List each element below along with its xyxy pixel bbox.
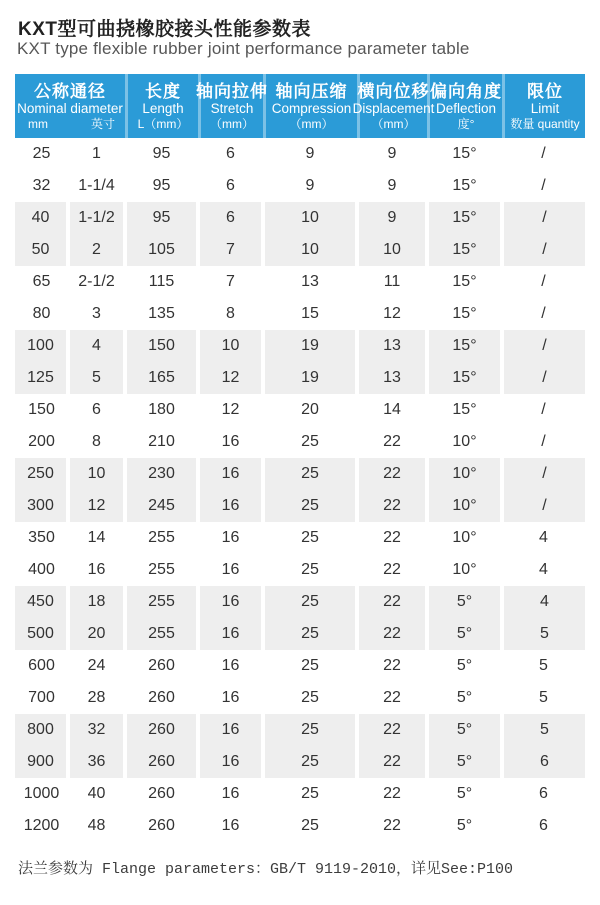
table-cell: 3 [92, 305, 101, 322]
table-header-cell-nominal-diameter [15, 74, 125, 138]
header-label-en: Deflection [435, 100, 497, 116]
table-cell: 260 [148, 689, 175, 706]
table-cell: 25 [301, 561, 319, 578]
table-cell: 13 [301, 273, 319, 290]
table-cell: 48 [87, 817, 106, 834]
table-cell: 65 [32, 273, 51, 290]
table-cell: 95 [125, 202, 198, 234]
table-cell: 400 [28, 561, 55, 578]
table-cell: 5 [68, 362, 125, 394]
table-cell: 22 [383, 657, 401, 674]
header-label-en: Nominal diameter [17, 100, 123, 116]
table-cell: 9 [357, 202, 427, 234]
table-cell: 255 [125, 618, 198, 650]
table-cell: 100 [15, 330, 68, 362]
table-row [15, 618, 585, 650]
table-cell: 24 [87, 657, 106, 674]
table-row [15, 714, 585, 746]
table-row [15, 234, 585, 266]
table-row [15, 586, 585, 618]
table-cell: 10 [357, 234, 427, 266]
table-header-row [15, 74, 585, 138]
table-cell: / [502, 362, 585, 394]
table-cell: 2 [68, 234, 125, 266]
table-cell: 16 [198, 586, 263, 618]
table-cell: 16 [221, 433, 240, 450]
table-cell: 4 [502, 586, 585, 618]
table-cell: 16 [198, 618, 263, 650]
table-cell: 15° [452, 273, 477, 290]
table-cell: 10° [427, 458, 502, 490]
table-cell: 10° [452, 433, 477, 450]
table-cell: 4 [68, 330, 125, 362]
table-cell: / [502, 202, 585, 234]
table-cell: 245 [125, 490, 198, 522]
table-cell: 22 [383, 529, 401, 546]
header-unit-mm: mm [28, 116, 48, 131]
header-unit: （mm） [371, 116, 416, 131]
table-cell: 32 [68, 714, 125, 746]
table-cell: 125 [15, 362, 68, 394]
table-row [15, 330, 585, 362]
table-cell: 5° [427, 714, 502, 746]
table-cell: 260 [148, 817, 175, 834]
table-cell: 15° [452, 177, 477, 194]
table-cell: 9 [305, 177, 315, 194]
table-row [15, 778, 585, 810]
page-title: KXT型可曲挠橡胶接头性能参数表 [18, 19, 312, 40]
table-cell: 6 [226, 177, 235, 194]
table-cell: 300 [15, 490, 68, 522]
table-cell: 4 [539, 529, 548, 546]
table-row [15, 426, 585, 458]
table-header-cell-compression [263, 74, 357, 138]
table-cell: 150 [28, 401, 55, 418]
table-cell: 10 [198, 330, 263, 362]
table-row [15, 746, 585, 778]
table-cell: 22 [383, 817, 401, 834]
table-cell: 255 [148, 529, 175, 546]
table-cell: 16 [87, 561, 106, 578]
table-cell: 8 [92, 433, 101, 450]
table-row [15, 458, 585, 490]
header-label-cn: 轴向压缩 [275, 81, 348, 101]
table-cell: 5° [456, 817, 473, 834]
table-header-cell-limit [502, 74, 585, 138]
table-cell: 22 [357, 458, 427, 490]
table-cell: 260 [125, 714, 198, 746]
table-cell: 5° [427, 618, 502, 650]
table-cell: 15° [452, 401, 477, 418]
table-cell: 22 [383, 561, 401, 578]
header-label-cn: 长度 [145, 81, 181, 101]
table-cell: 105 [125, 234, 198, 266]
table-cell: 5° [427, 586, 502, 618]
table-cell: 16 [198, 746, 263, 778]
table-cell: 5 [502, 618, 585, 650]
table-cell: 260 [148, 657, 175, 674]
table-cell: 12 [221, 401, 240, 418]
table-cell: 10° [427, 490, 502, 522]
header-unit: （mm） [210, 116, 254, 131]
table-cell: 16 [221, 529, 240, 546]
table-cell: / [502, 490, 585, 522]
table-cell: 25 [301, 689, 319, 706]
table-cell: 12 [383, 305, 401, 322]
table-cell: 15° [452, 145, 477, 162]
table-cell: 95 [152, 145, 171, 162]
table-cell: 200 [28, 433, 55, 450]
parameter-table [15, 74, 585, 842]
table-cell: 16 [198, 458, 263, 490]
table-cell: 16 [198, 490, 263, 522]
table-cell: 115 [148, 273, 175, 290]
table-cell: 255 [125, 586, 198, 618]
table-cell: 20 [68, 618, 125, 650]
table-cell: 15° [427, 330, 502, 362]
table-cell: 900 [15, 746, 68, 778]
page-subtitle: KXT type flexible rubber joint performance parameter table [17, 39, 470, 58]
table-row [15, 650, 585, 682]
table-cell: 800 [15, 714, 68, 746]
table-cell: 25 [263, 746, 357, 778]
table-cell: 210 [148, 433, 175, 450]
table-row [15, 810, 585, 842]
table-cell: 9 [387, 145, 397, 162]
table-row [15, 682, 585, 714]
header-label-en: Displacement [352, 100, 435, 116]
table-cell: 6 [539, 817, 548, 834]
table-cell: 6 [226, 145, 235, 162]
table-cell: 15° [452, 305, 477, 322]
table-cell: 15 [301, 305, 319, 322]
header-label-cn: 公称通径 [34, 81, 106, 101]
table-row [15, 554, 585, 586]
header-unit-inch: 英寸 [90, 116, 115, 131]
table-cell: 22 [357, 490, 427, 522]
table-cell: 16 [221, 689, 240, 706]
table-cell: 1-1/4 [78, 177, 115, 194]
table-cell: 6 [198, 202, 263, 234]
header-label-cn: 偏向角度 [430, 81, 502, 101]
table-cell: 95 [152, 177, 171, 194]
table-cell: 16 [221, 785, 240, 802]
table-cell: 150 [125, 330, 198, 362]
table-cell: 5° [456, 689, 473, 706]
table-header-cell-stretch [196, 74, 268, 138]
table-cell: 28 [87, 689, 106, 706]
table-cell: 25 [32, 145, 51, 162]
table-cell: 5° [456, 657, 473, 674]
table-cell: 165 [125, 362, 198, 394]
table-cell: 32 [32, 177, 51, 194]
table-row [15, 522, 585, 554]
table-cell: 6 [92, 401, 101, 418]
table-cell: 20 [301, 401, 319, 418]
table-cell: 40 [87, 785, 106, 802]
header-label-en: Stretch [210, 100, 254, 116]
table-cell: 450 [15, 586, 68, 618]
table-body [15, 138, 585, 842]
table-cell: / [502, 458, 585, 490]
table-cell: 4 [539, 561, 548, 578]
table-cell: 25 [263, 618, 357, 650]
header-label-en: Compression [271, 100, 352, 116]
table-cell: 10 [263, 234, 357, 266]
table-cell: 10 [68, 458, 125, 490]
table-cell: 1-1/2 [68, 202, 125, 234]
table-cell: 10 [263, 202, 357, 234]
table-row [15, 202, 585, 234]
table-cell: 25 [301, 433, 319, 450]
header-label-cn: 轴向拉伸 [196, 81, 268, 101]
table-cell: 22 [357, 586, 427, 618]
table-row [15, 362, 585, 394]
table-cell: 13 [357, 362, 427, 394]
table-cell: 25 [301, 529, 319, 546]
table-cell: 16 [198, 714, 263, 746]
table-cell: 25 [301, 785, 319, 802]
table-cell: 16 [221, 657, 240, 674]
table-cell: 15° [427, 362, 502, 394]
table-cell: 7 [198, 234, 263, 266]
table-cell: 16 [221, 561, 240, 578]
table-cell: / [541, 305, 546, 322]
table-header-cell-displacement [352, 74, 435, 138]
table-cell: 2-1/2 [78, 273, 115, 290]
table-cell: 22 [383, 785, 401, 802]
table-cell: 5 [539, 689, 548, 706]
table-cell: 25 [263, 490, 357, 522]
header-unit: 数量 quantity [510, 116, 580, 131]
table-cell: 7 [226, 273, 235, 290]
table-cell: 13 [357, 330, 427, 362]
table-header-cell-length [125, 74, 198, 138]
table-cell: 1 [92, 145, 101, 162]
table-cell: 600 [28, 657, 55, 674]
table-cell: / [541, 177, 546, 194]
table-cell: 19 [263, 362, 357, 394]
table-cell: 80 [32, 305, 51, 322]
table-cell: 11 [383, 273, 401, 290]
table-cell: 8 [226, 305, 235, 322]
table-cell: 15° [427, 234, 502, 266]
table-cell: 6 [502, 746, 585, 778]
table-cell: 12 [68, 490, 125, 522]
table-cell: 22 [357, 618, 427, 650]
table-cell: 15° [427, 202, 502, 234]
table-cell: 25 [301, 657, 319, 674]
table-cell: 14 [383, 401, 401, 418]
table-cell: 5 [502, 714, 585, 746]
table-cell: 1200 [23, 817, 60, 834]
table-cell: 230 [125, 458, 198, 490]
table-header-cell-deflection [427, 74, 502, 138]
table-cell: 16 [221, 817, 240, 834]
table-cell: / [541, 401, 546, 418]
header-label-en: Limit [530, 100, 560, 116]
header-unit: （mm） [289, 116, 334, 131]
table-cell: 25 [263, 586, 357, 618]
table-cell: 9 [305, 145, 315, 162]
table-cell: 5° [456, 785, 473, 802]
table-cell: 350 [28, 529, 55, 546]
table-cell: 22 [357, 714, 427, 746]
table-row [15, 490, 585, 522]
table-cell: 25 [263, 714, 357, 746]
header-label-cn: 限位 [527, 81, 563, 101]
table-cell: 180 [148, 401, 175, 418]
table-cell: 260 [148, 785, 175, 802]
table-cell: 25 [301, 817, 319, 834]
table-cell: 500 [15, 618, 68, 650]
table-cell: / [541, 433, 546, 450]
header-sub-units [15, 117, 125, 131]
header-unit: 度° [457, 116, 475, 131]
table-row [15, 138, 585, 170]
table-cell: / [502, 234, 585, 266]
table-cell: 250 [15, 458, 68, 490]
table-cell: / [541, 273, 546, 290]
header-unit: L（mm） [137, 116, 189, 131]
header-label-cn: 横向位移 [357, 81, 430, 101]
table-row [15, 170, 585, 202]
table-cell: / [502, 330, 585, 362]
table-cell: 255 [148, 561, 175, 578]
table-cell: 14 [87, 529, 106, 546]
header-label-en: Length [142, 100, 184, 116]
table-row [15, 394, 585, 426]
table-cell: 18 [68, 586, 125, 618]
table-row [15, 298, 585, 330]
footer-note: 法兰参数为 Flange parameters：GB/T 9119-2010，详见See:P100 [18, 861, 514, 878]
table-cell: 40 [15, 202, 68, 234]
table-cell: 22 [383, 689, 401, 706]
table-cell: 1000 [23, 785, 60, 802]
table-cell: / [541, 145, 546, 162]
table-cell: 5° [427, 746, 502, 778]
table-row [15, 266, 585, 298]
table-cell: 5 [539, 657, 548, 674]
table-cell: 135 [148, 305, 175, 322]
table-cell: 6 [539, 785, 548, 802]
table-cell: 700 [28, 689, 55, 706]
table-cell: 36 [68, 746, 125, 778]
table-cell: 10° [452, 529, 477, 546]
table-cell: 50 [15, 234, 68, 266]
table-cell: 9 [387, 177, 397, 194]
table-cell: 19 [263, 330, 357, 362]
table-cell: 12 [198, 362, 263, 394]
table-cell: 260 [125, 746, 198, 778]
table-cell: 22 [383, 433, 401, 450]
table-cell: 10° [452, 561, 477, 578]
table-cell: 25 [263, 458, 357, 490]
table-cell: 22 [357, 746, 427, 778]
